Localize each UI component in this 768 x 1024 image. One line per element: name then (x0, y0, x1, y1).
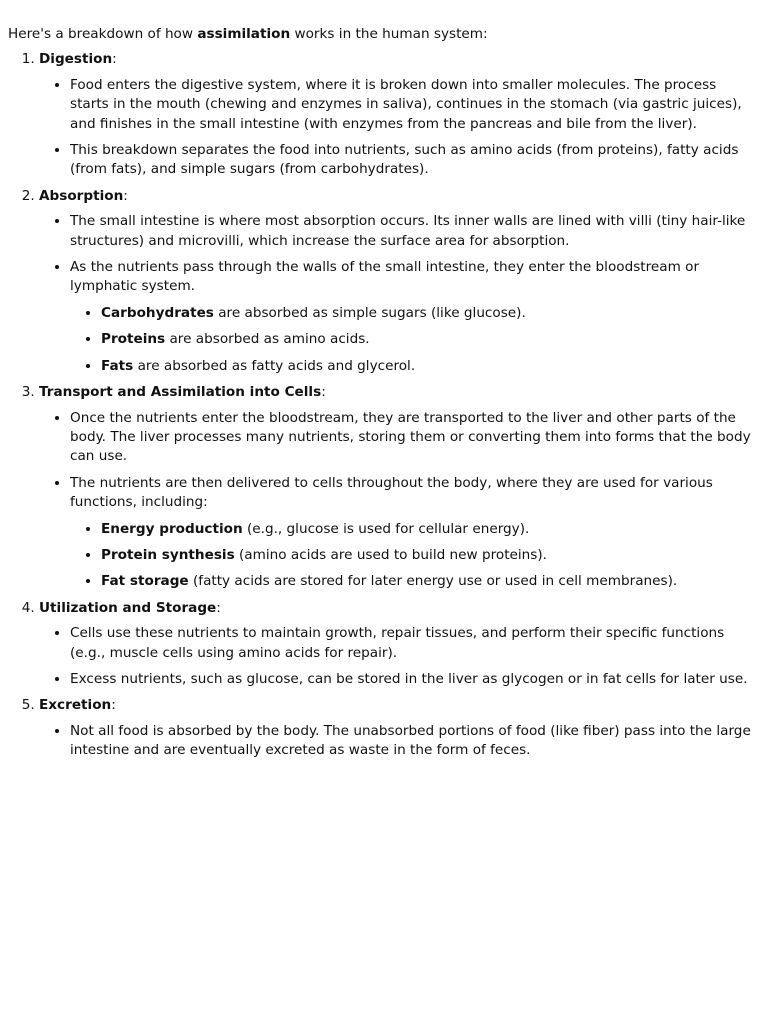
step-excretion (39, 696, 758, 760)
step-colon: : (111, 697, 116, 714)
step-bullets (39, 76, 758, 180)
step-digestion (39, 50, 758, 179)
step-transport (39, 383, 758, 592)
step-title: Transport and Assimilation into Cells (39, 384, 322, 401)
sub-bullet-term: Protein synthesis (101, 546, 235, 563)
intro-keyword: assimilation (197, 26, 291, 42)
sub-bullet-item (101, 546, 758, 565)
steps-list (8, 50, 758, 760)
step-bullets (39, 409, 758, 592)
sub-bullet-item (101, 330, 758, 349)
sub-bullet-term: Carbohydrates (101, 304, 214, 321)
intro-text-after: works in the human system: (290, 26, 488, 42)
bullet-item: • Once the nutrients enter the bloodstream, they are transported to the liver and other parts of the body. The liver processes many nutrients, storing them or converting them into forms that the body can use. (70, 409, 758, 467)
intro-text-before: Here's a breakdown of how (8, 26, 198, 42)
step-title: Digestion (39, 51, 113, 68)
step-absorption (39, 187, 758, 376)
sub-bullet-text: (e.g., glucose is used for cellular energy). (242, 520, 530, 537)
bullet-text: As the nutrients pass through the walls of the small intestine, they enter the bloodstream or lymphatic system. (70, 259, 700, 295)
sub-bullet-text: (amino acids are used to build new proteins). (234, 546, 547, 563)
step-bullets (39, 722, 758, 761)
sub-bullet-term: Fats (101, 357, 134, 374)
sub-bullet-item (101, 304, 758, 323)
sub-bullet-item (101, 572, 758, 591)
step-colon: : (123, 187, 128, 204)
step-colon: : (216, 599, 221, 616)
sub-bullet-term: Energy production (101, 520, 243, 537)
bullet-item (70, 474, 758, 592)
sub-bullet-text: are absorbed as fatty acids and glycerol. (133, 357, 416, 374)
bullet-item: • The small intestine is where most absorption occurs. Its inner walls are lined with villi (tiny hair-like structures) and microvilli, which increase the surface area for absorption. (70, 212, 758, 251)
bullet-item: • Excess nutrients, such as glucose, can be stored in the liver as glycogen or in fat cells for later use. (70, 670, 758, 689)
intro-paragraph (8, 25, 758, 44)
sub-bullet-item (101, 357, 758, 376)
step-colon: : (321, 384, 326, 401)
bullet-item: • Food enters the digestive system, where it is broken down into smaller molecules. The process starts in the mouth (chewing and enzymes in saliva), continues in the stomach (via gastric juices), and finishes in the small intestine (with enzymes from the pancreas and bile from the liver). (70, 76, 758, 134)
sub-bullet-text: are absorbed as amino acids. (165, 331, 370, 348)
step-colon: : (112, 51, 117, 68)
bullet-item (70, 258, 758, 376)
step-title: Excretion (39, 697, 112, 714)
step-title: Absorption (39, 187, 124, 204)
step-title: Utilization and Storage (39, 599, 217, 616)
sub-bullets (70, 520, 758, 592)
bullet-item: • Not all food is absorbed by the body. The unabsorbed portions of food (like fiber) pass into the large intestine and are eventually excreted as waste in the form of feces. (70, 722, 758, 761)
bullet-item: • This breakdown separates the food into nutrients, such as amino acids (from proteins), fatty acids (from fats), and simple sugars (from carbohydrates). (70, 141, 758, 180)
sub-bullet-term: Proteins (101, 331, 166, 348)
sub-bullet-term: Fat storage (101, 573, 189, 590)
sub-bullet-item (101, 520, 758, 539)
sub-bullets (70, 304, 758, 376)
sub-bullet-text: (fatty acids are stored for later energy use or used in cell membranes). (188, 573, 678, 590)
step-bullets (39, 624, 758, 689)
sub-bullet-text: are absorbed as simple sugars (like glucose). (213, 304, 526, 321)
step-utilization (39, 599, 758, 690)
bullet-text: The nutrients are then delivered to cells throughout the body, where they are used for various functions, including: (70, 474, 713, 511)
step-bullets (39, 212, 758, 376)
bullet-item: • Cells use these nutrients to maintain growth, repair tissues, and perform their specific functions (e.g., muscle cells using amino acids for repair). (70, 624, 758, 663)
